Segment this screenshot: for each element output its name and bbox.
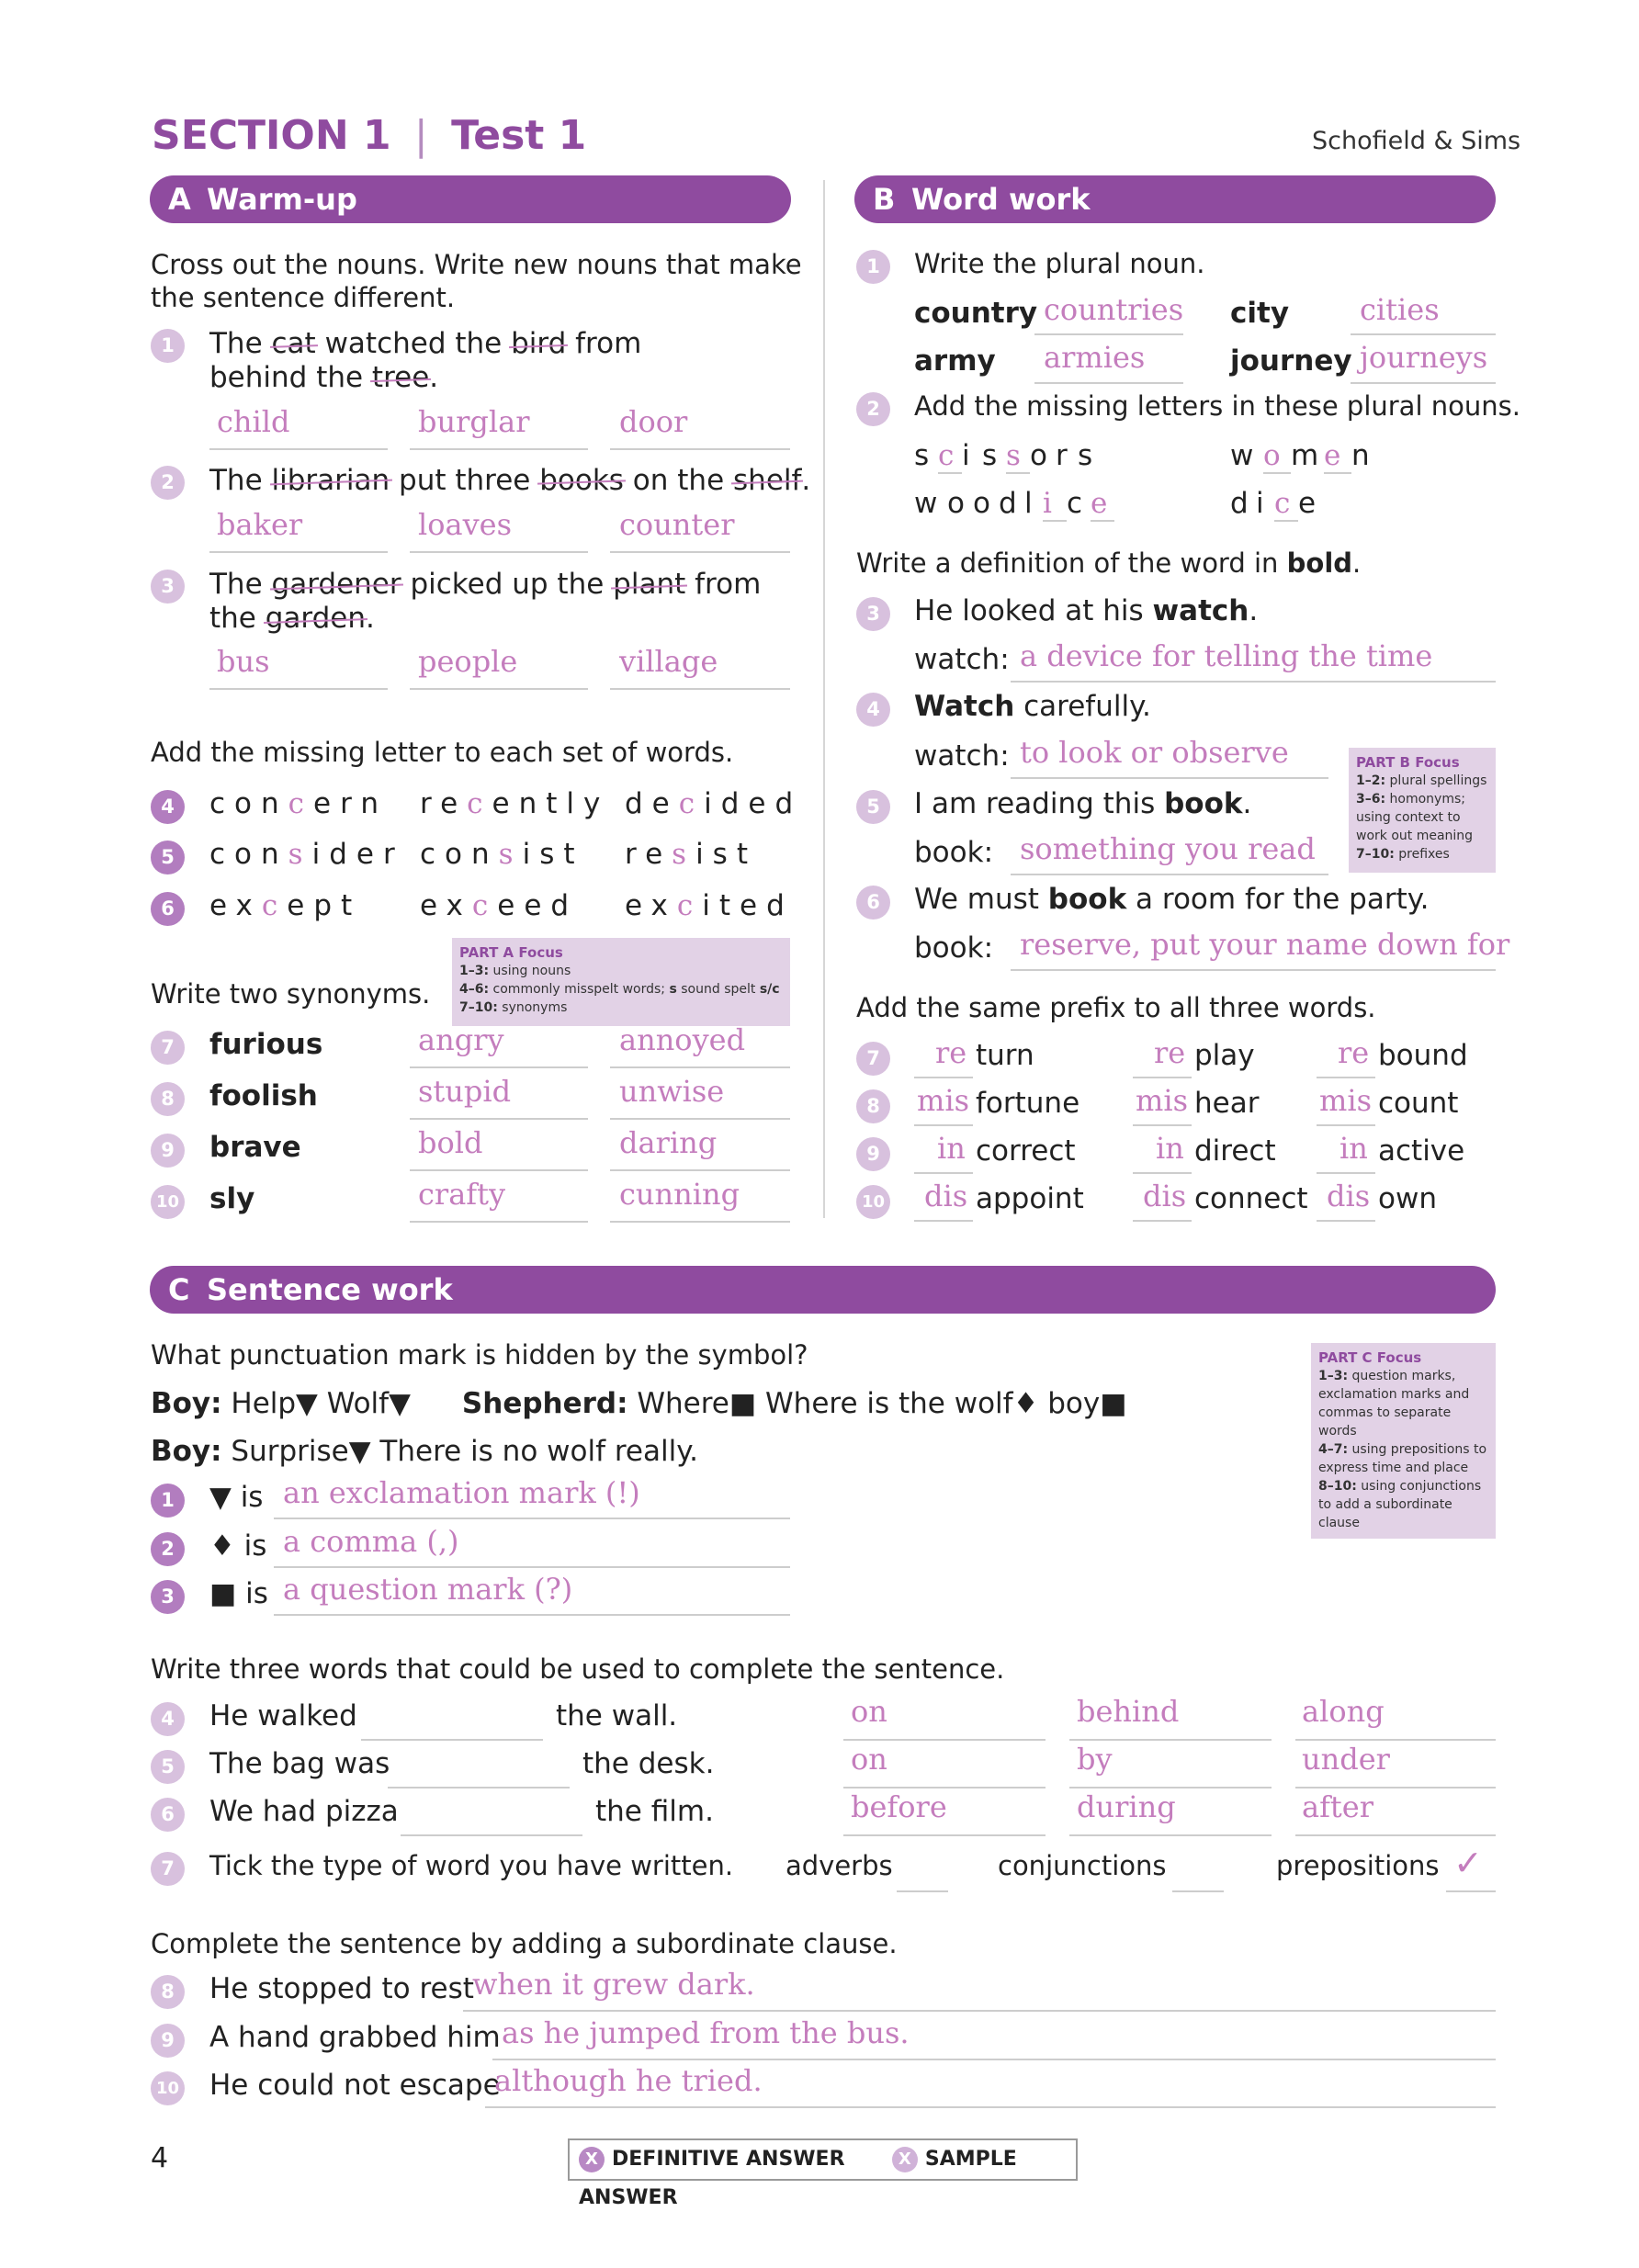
answer-field[interactable]: on: [851, 1742, 887, 1777]
answer-line: [274, 1614, 790, 1616]
answer-field[interactable]: countries: [1044, 292, 1184, 327]
prefix-word: own: [1378, 1182, 1437, 1215]
answer-field[interactable]: armies: [1044, 340, 1146, 375]
tick-mark-icon[interactable]: ✓: [1453, 1843, 1483, 1883]
text: on the: [623, 464, 734, 497]
missing-letter[interactable]: c: [471, 889, 498, 922]
answer-line: [610, 1169, 790, 1171]
tick-box[interactable]: [1172, 1890, 1224, 1892]
plural-letters-scissors: s c i s s o r s: [914, 439, 1093, 472]
text: from: [566, 327, 642, 360]
answer-field[interactable]: under: [1302, 1742, 1390, 1777]
prefix-answer[interactable]: mis: [917, 1083, 969, 1118]
clause-sentence: He could not escape: [209, 2069, 501, 2102]
tick-instruction: Tick the type of word you have written.: [209, 1850, 734, 1881]
b-q5-sentence: I am reading this book.: [914, 787, 1252, 820]
prefix-answer[interactable]: dis: [1327, 1179, 1371, 1213]
answer-line: [914, 1077, 973, 1078]
question-number: 3: [856, 597, 890, 631]
missing-letter[interactable]: s: [672, 838, 696, 871]
section-b-letter: B: [873, 182, 896, 217]
answer-field[interactable]: bold: [418, 1125, 483, 1160]
question-number: 2: [856, 392, 890, 426]
answer-field[interactable]: annoyed: [619, 1022, 746, 1057]
plural-word: journey: [1230, 344, 1352, 378]
c-instruction-2: Write three words that could be used to complete the sentence.: [151, 1653, 1005, 1685]
prefix-answer[interactable]: in: [1339, 1131, 1368, 1166]
crossed-noun: cat: [271, 327, 316, 360]
prefix-answer[interactable]: dis: [1143, 1179, 1187, 1213]
answer-line: [610, 1221, 790, 1223]
part-b-focus-box: [1349, 748, 1496, 873]
focus-line: 7–10: synonyms: [459, 1000, 568, 1015]
answer-line: [1295, 1787, 1496, 1788]
answer-line: [1317, 1172, 1375, 1174]
question-number: 9: [856, 1137, 890, 1171]
prefix-answer[interactable]: re: [935, 1035, 967, 1070]
tick-box[interactable]: [897, 1890, 948, 1892]
missing-letter[interactable]: c: [678, 787, 705, 820]
missing-letter[interactable]: c: [467, 787, 492, 820]
answer-field[interactable]: angry: [418, 1022, 504, 1057]
plural-letters-dice: d i c e: [1230, 487, 1317, 520]
b-q2-instruction: Add the missing letters in these plural nouns.: [914, 390, 1520, 422]
prefix-answer[interactable]: in: [937, 1131, 966, 1166]
answer-line: [843, 1834, 1046, 1836]
answer-field[interactable]: behind: [1077, 1694, 1180, 1729]
answer-line: [410, 1066, 588, 1068]
prefix-word: correct: [976, 1134, 1076, 1168]
answer-line: [914, 1172, 973, 1174]
clause-sentence: He stopped to rest: [209, 1972, 474, 2005]
question-number: 8: [151, 1975, 185, 2009]
section-b-header: [854, 175, 1496, 223]
answer-line: [914, 1124, 973, 1126]
answer-line: [610, 551, 790, 553]
a-q2-sentence: [209, 464, 810, 497]
section-a-letter: A: [168, 182, 191, 217]
blank-line: [388, 1787, 570, 1788]
section-c-letter: C: [168, 1272, 190, 1307]
crossed-noun: plant: [613, 568, 686, 601]
question-number: 5: [151, 1750, 185, 1784]
a-instruction-3: Write two synonyms.: [151, 978, 431, 1010]
answer-field[interactable]: people: [418, 644, 518, 679]
focus-line: 1–3: question marks, exclamation marks and commas to separate words: [1318, 1369, 1470, 1439]
answer-line: [209, 551, 388, 553]
question-number: 7: [856, 1042, 890, 1076]
answer-line: [914, 1220, 973, 1222]
answer-line: [1011, 969, 1496, 971]
question-number: 9: [151, 1134, 185, 1168]
text: watched the: [315, 327, 512, 360]
definitive-x-icon: X: [579, 2147, 605, 2172]
missing-letter[interactable]: s: [1006, 439, 1030, 474]
answer-line: [1069, 1739, 1272, 1741]
b-definition-instruction: Write a definition of the word in bold.: [856, 547, 1362, 579]
b-q6-sentence: We must book a room for the party.: [914, 883, 1430, 916]
answer-field[interactable]: reserve, put your name down for: [1020, 927, 1510, 962]
answer-line: [410, 1118, 588, 1120]
focus-line: 1–2: plural spellings: [1356, 773, 1487, 788]
sentence-end: the film.: [595, 1795, 714, 1828]
missing-letter[interactable]: c: [676, 889, 703, 922]
symbol-label: ■ is: [209, 1577, 268, 1610]
missing-letter[interactable]: i: [1043, 487, 1067, 522]
prefix-word: connect: [1194, 1182, 1308, 1215]
crossed-noun: shelf: [733, 464, 802, 497]
answer-line: [1133, 1172, 1192, 1174]
crossed-noun: bird: [511, 327, 567, 360]
question-number: 10: [856, 1185, 890, 1219]
answer-field[interactable]: cunning: [619, 1177, 740, 1212]
answer-line: [1317, 1220, 1375, 1222]
answer-line: [1069, 1787, 1272, 1788]
text: .: [801, 464, 811, 497]
missing-letter[interactable]: s: [288, 838, 312, 871]
answer-line: [1133, 1124, 1192, 1126]
answer-line: [410, 1169, 588, 1171]
prefix-word: active: [1378, 1134, 1465, 1168]
answer-field[interactable]: a device for telling the time: [1020, 638, 1433, 673]
answer-field[interactable]: to look or observe: [1020, 735, 1289, 770]
section-label: SECTION 1: [152, 112, 391, 159]
answer-line: [1034, 333, 1183, 335]
question-number: 6: [151, 1798, 185, 1832]
answer-field[interactable]: unwise: [619, 1074, 725, 1109]
text: behind the: [209, 361, 372, 394]
test-label: Test 1: [451, 112, 587, 159]
answer-field[interactable]: a question mark (?): [283, 1572, 573, 1607]
publisher: Schofield & Sims: [1312, 127, 1521, 155]
synonym-word: sly: [209, 1182, 255, 1215]
prefix-word: hear: [1194, 1087, 1260, 1120]
b-q4-sentence: Watch carefully.: [914, 690, 1151, 723]
answer-line: [1011, 681, 1496, 683]
focus-line: 4–6: commonly misspelt words; s sound spelt s/c: [459, 982, 780, 997]
question-number: 5: [151, 841, 185, 874]
answer-line: [843, 1787, 1046, 1788]
synonym-word: brave: [209, 1131, 301, 1164]
answer-field[interactable]: bus: [217, 644, 270, 679]
text: .: [429, 361, 439, 394]
a-instruction-2: Add the missing letter to each set of words.: [151, 737, 734, 768]
title-divider: |: [413, 112, 428, 159]
question-number: 6: [856, 886, 890, 920]
answer-field[interactable]: cities: [1360, 292, 1440, 327]
answer-line: [1034, 382, 1183, 384]
missing-letter[interactable]: c: [1274, 487, 1298, 522]
question-number: 4: [856, 693, 890, 727]
answer-line: [410, 448, 588, 450]
missing-letter[interactable]: s: [498, 838, 523, 871]
a-instruction-1: [151, 248, 802, 314]
spelling-word: consist: [420, 838, 584, 871]
synonym-word: furious: [209, 1028, 323, 1061]
question-number: 1: [856, 250, 890, 284]
question-number: 8: [151, 1082, 185, 1116]
focus-title: PART C Focus: [1318, 1349, 1422, 1366]
question-number: 7: [151, 1031, 185, 1065]
section-c-title: Sentence work: [207, 1272, 453, 1307]
tick-box[interactable]: [1446, 1890, 1496, 1892]
section-b-title: Word work: [911, 182, 1091, 217]
answer-line: [463, 2010, 1496, 2012]
prefix-word: fortune: [976, 1087, 1080, 1120]
synonym-word: foolish: [209, 1079, 318, 1112]
part-a-focus-box: [452, 938, 790, 1026]
answer-line: [410, 1221, 588, 1223]
answer-field[interactable]: crafty: [418, 1177, 506, 1212]
answer-key: [568, 2138, 1078, 2209]
plural-word: city: [1230, 297, 1290, 330]
answer-line: [843, 1739, 1046, 1741]
answer-field[interactable]: loaves: [418, 507, 513, 542]
focus-line: 1–3: using nouns: [459, 964, 571, 978]
definition-label: watch:: [914, 643, 1010, 676]
spelling-word: except: [209, 889, 362, 922]
c-story-line-1: Boy: Help▼ Wolf▼ Shepherd: Where■ Where is the wolf♦ boy■: [151, 1387, 1127, 1420]
question-number: 9: [151, 2024, 185, 2058]
answer-field[interactable]: by: [1077, 1742, 1113, 1777]
question-number: 3: [151, 570, 185, 604]
answer-line: [610, 688, 790, 690]
text: from: [685, 568, 762, 601]
spelling-word: decided: [625, 787, 803, 820]
answer-field[interactable]: before: [851, 1789, 947, 1824]
text: The: [209, 464, 272, 497]
crossed-noun: books: [539, 464, 624, 497]
question-number: 10: [151, 1185, 185, 1219]
spelling-word: exceed: [420, 889, 579, 922]
answer-line: [1011, 874, 1328, 875]
question-number: 6: [151, 892, 185, 926]
answer-line: [1295, 1834, 1496, 1836]
definition-label: book:: [914, 931, 994, 965]
prefix-answer[interactable]: mis: [1136, 1083, 1188, 1118]
answer-line: [209, 688, 388, 690]
c-instruction-1: What punctuation mark is hidden by the symbol?: [151, 1339, 808, 1371]
prefix-answer[interactable]: re: [1154, 1035, 1186, 1070]
spelling-word: recently: [420, 787, 610, 820]
plural-letters-woodlice: w o o d l i c e: [914, 487, 1114, 522]
spelling-word: excited: [625, 889, 794, 922]
sentence-start: We had pizza: [209, 1795, 399, 1828]
answer-field[interactable]: a comma (,): [283, 1524, 459, 1559]
question-number: 8: [856, 1089, 890, 1123]
plural-letters-women: w o m e n: [1230, 439, 1370, 472]
text: picked up the: [401, 568, 614, 601]
answer-line: [1351, 382, 1496, 384]
prefix-answer[interactable]: dis: [924, 1179, 968, 1213]
a-instruction-line: Cross out the nouns. Write new nouns that make: [151, 249, 802, 280]
missing-letter[interactable]: c: [938, 439, 962, 474]
answer-field[interactable]: burglar: [418, 404, 530, 439]
column-divider: [823, 180, 825, 1218]
answer-field[interactable]: when it grew dark.: [472, 1967, 755, 2002]
answer-field[interactable]: after: [1302, 1789, 1374, 1824]
b-q3-sentence: He looked at his watch.: [914, 594, 1259, 627]
page-title: [152, 112, 586, 159]
sentence-start: The bag was: [209, 1747, 390, 1780]
crossed-noun: gardener: [271, 568, 401, 601]
clause-sentence: A hand grabbed him: [209, 2021, 501, 2054]
answer-field[interactable]: during: [1077, 1789, 1176, 1824]
answer-field[interactable]: along: [1302, 1694, 1385, 1729]
question-number: 7: [151, 1852, 185, 1886]
b-prefix-instruction: Add the same prefix to all three words.: [856, 992, 1376, 1023]
section-a-header: [150, 175, 791, 223]
missing-letter[interactable]: c: [261, 889, 288, 922]
prefix-word: appoint: [976, 1182, 1084, 1215]
sentence-start: He walked: [209, 1699, 357, 1732]
answer-line: [492, 2059, 1496, 2060]
question-number: 1: [151, 329, 185, 363]
question-number: 2: [151, 466, 185, 500]
answer-field[interactable]: on: [851, 1694, 887, 1729]
answer-field[interactable]: journeys: [1360, 340, 1488, 375]
option-conjunctions: conjunctions: [998, 1850, 1167, 1881]
focus-line: 7–10: prefixes: [1356, 847, 1450, 862]
question-number: 2: [151, 1532, 185, 1566]
missing-letter[interactable]: e: [1324, 439, 1351, 474]
prefix-word: direct: [1194, 1134, 1276, 1168]
definition-label: book:: [914, 836, 994, 869]
sample-answer-label: SAMPLE ANSWER: [579, 2148, 1017, 2209]
missing-letter[interactable]: o: [1263, 439, 1291, 474]
spelling-word: resist: [625, 838, 757, 871]
prefix-word: count: [1378, 1087, 1459, 1120]
focus-line: 8–10: using conjunctions to add a subordinate clause: [1318, 1479, 1482, 1530]
answer-field[interactable]: village: [619, 644, 718, 679]
focus-title: PART B Focus: [1356, 754, 1460, 771]
answer-field[interactable]: door: [619, 404, 688, 439]
answer-field[interactable]: as he jumped from the bus.: [502, 2015, 910, 2050]
answer-line: [1317, 1077, 1375, 1078]
answer-line: [1133, 1077, 1192, 1078]
question-number: 10: [151, 2071, 185, 2105]
answer-line: [274, 1518, 790, 1519]
answer-field[interactable]: counter: [619, 507, 735, 542]
text: put three: [390, 464, 540, 497]
blank-line: [361, 1739, 543, 1741]
text: The: [209, 568, 272, 601]
missing-letter[interactable]: c: [288, 787, 314, 820]
text: .: [366, 602, 375, 635]
focus-title: PART A Focus: [459, 944, 563, 961]
section-c-header: [150, 1266, 1496, 1314]
answer-line: [610, 448, 790, 450]
sentence-end: the wall.: [556, 1699, 678, 1732]
prefix-word: bound: [1378, 1039, 1468, 1072]
symbol-label: ♦ is: [209, 1529, 267, 1563]
crossed-noun: tree: [371, 361, 430, 394]
symbol-label: ▼ is: [209, 1481, 264, 1514]
answer-line: [274, 1566, 790, 1568]
plural-word: army: [914, 344, 996, 378]
spelling-word: concern: [209, 787, 388, 820]
answer-line: [610, 1118, 790, 1120]
answer-line: [1317, 1124, 1375, 1126]
crossed-noun: librarian: [271, 464, 390, 497]
c-instruction-3: Complete the sentence by adding a subordinate clause.: [151, 1928, 898, 1959]
answer-field[interactable]: baker: [217, 507, 303, 542]
prefix-answer[interactable]: in: [1156, 1131, 1184, 1166]
answer-field[interactable]: stupid: [418, 1074, 512, 1109]
answer-line: [209, 448, 388, 450]
focus-line: 3–6: homonyms; using context to work out meaning: [1356, 792, 1474, 843]
c-story-line-2: Boy: Surprise▼ There is no wolf really.: [151, 1435, 698, 1468]
option-adverbs: adverbs: [786, 1850, 893, 1881]
a-q3-sentence: [209, 568, 761, 636]
focus-line: 4–7: using prepositions to express time and place: [1318, 1442, 1487, 1475]
answer-line: [610, 1066, 790, 1068]
answer-line: [485, 2106, 1496, 2108]
plural-word: country: [914, 297, 1038, 330]
answer-field[interactable]: child: [217, 404, 290, 439]
answer-line: [1351, 333, 1496, 335]
answer-line: [1133, 1220, 1192, 1222]
answer-field[interactable]: something you read: [1020, 831, 1316, 866]
answer-line: [1011, 777, 1328, 779]
option-prepositions: prepositions: [1276, 1850, 1440, 1881]
prefix-word: play: [1194, 1039, 1255, 1072]
answer-line: [410, 551, 588, 553]
b-q1-instruction: Write the plural noun.: [914, 248, 1205, 279]
text: The: [209, 327, 272, 360]
question-number: 1: [151, 1484, 185, 1518]
a-q1-sentence: [209, 327, 641, 395]
question-number: 5: [856, 790, 890, 824]
page-number: 4: [151, 2142, 169, 2174]
answer-field[interactable]: although he tried.: [494, 2063, 763, 2098]
answer-line: [410, 688, 588, 690]
definition-label: watch:: [914, 739, 1010, 773]
prefix-word: turn: [976, 1039, 1034, 1072]
missing-letter[interactable]: e: [1091, 487, 1114, 522]
spelling-word: consider: [209, 838, 404, 871]
prefix-answer[interactable]: mis: [1319, 1083, 1372, 1118]
crossed-noun: garden: [265, 602, 367, 635]
a-instruction-line: the sentence different.: [151, 282, 456, 313]
blank-line: [401, 1834, 582, 1836]
question-number: 3: [151, 1580, 185, 1614]
text: the: [209, 602, 266, 635]
section-a-title: Warm-up: [207, 182, 357, 217]
question-number: 4: [151, 1702, 185, 1736]
question-number: 4: [151, 790, 185, 824]
answer-line: [1295, 1739, 1496, 1741]
answer-field[interactable]: daring: [619, 1125, 718, 1160]
part-c-focus-box: [1311, 1343, 1496, 1539]
answer-field[interactable]: an exclamation mark (!): [283, 1475, 640, 1510]
definitive-answer-label: DEFINITIVE ANSWER: [612, 2148, 845, 2171]
answer-line: [1069, 1834, 1272, 1836]
prefix-answer[interactable]: re: [1338, 1035, 1370, 1070]
sample-x-icon: X: [892, 2147, 918, 2172]
sentence-end: the desk.: [582, 1747, 715, 1780]
